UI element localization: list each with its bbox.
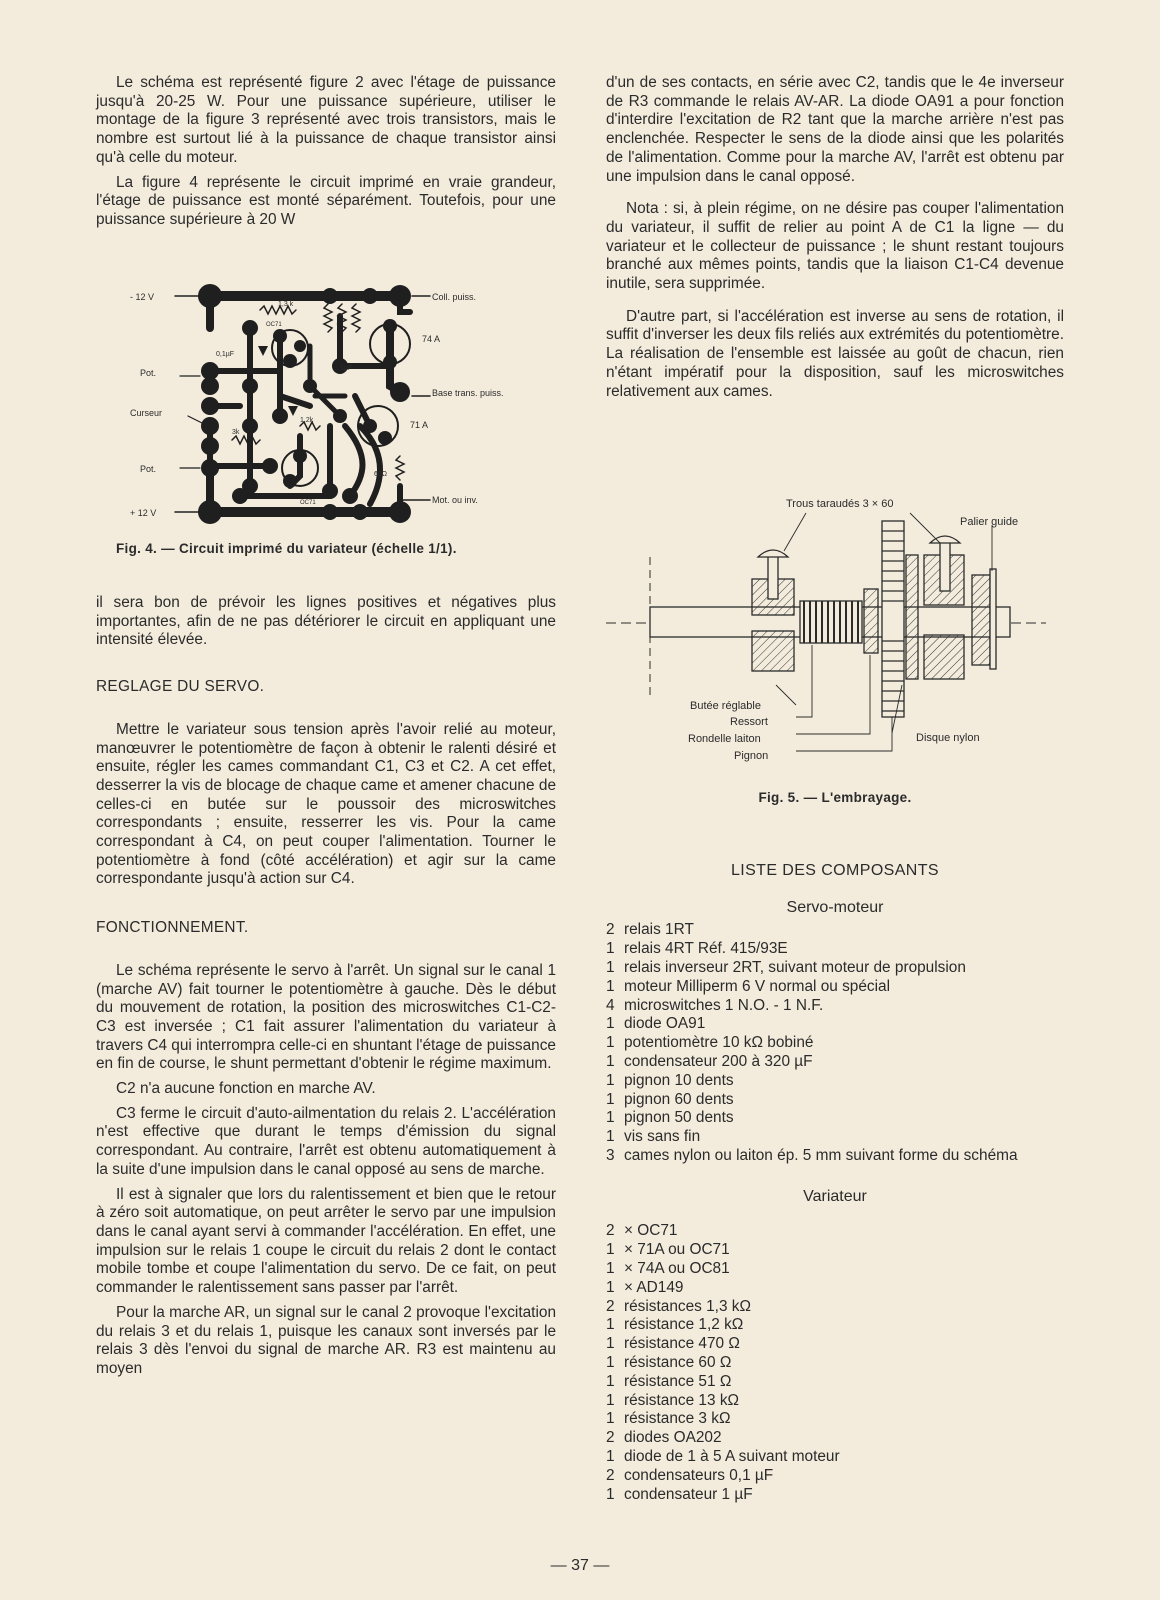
label-74a: 74 A xyxy=(422,334,441,344)
item-quantity: 2 xyxy=(606,1466,615,1484)
paragraph: D'autre part, si l'accélération est inverse au sens de rotation, il suffit d'inverser les deux fils reliés aux extrémités du potentiomètre. La réalisation de l'ensemble est laissée au goût de chacun, rien n'étant impératif pour la disposition, sauf les microswitches relativement aux cames. xyxy=(606,307,1064,400)
list-item xyxy=(606,997,1064,1016)
item-quantity: 1 xyxy=(606,1071,615,1089)
servo-subtitle: Servo-moteur xyxy=(786,898,884,916)
label-butee-reglable: Butée réglable xyxy=(690,700,761,712)
item-description: × AD149 xyxy=(624,1278,684,1296)
left-body-text xyxy=(96,594,556,1385)
item-description: microswitches 1 N.O. - 1 N.F. xyxy=(624,996,824,1014)
variateur-subtitle: Variateur xyxy=(803,1187,867,1205)
list-item xyxy=(606,1373,1064,1392)
list-item xyxy=(606,1091,1064,1110)
item-quantity: 1 xyxy=(606,959,615,976)
fig5-clutch-diagram xyxy=(606,495,1066,775)
section-heading-fonctionnement: FONCTIONNEMENT. xyxy=(96,919,249,937)
list-item xyxy=(606,921,1064,940)
servo-component-list xyxy=(606,921,1064,1165)
list-item xyxy=(606,1260,1064,1279)
section-heading-reglage: REGLAGE DU SERVO. xyxy=(96,678,265,696)
components-title: LISTE DES COMPOSANTS xyxy=(730,862,940,879)
list-item xyxy=(606,1072,1064,1091)
item-description: résistance 1,2 kΩ xyxy=(624,1316,744,1334)
page-number: — 37 — xyxy=(550,1557,610,1574)
label-curseur: Curseur xyxy=(130,408,163,418)
item-quantity: 1 xyxy=(606,977,615,995)
item-quantity: 3 xyxy=(606,1146,615,1164)
item-quantity: 1 xyxy=(606,1241,615,1259)
item-quantity: 1 xyxy=(606,1448,615,1466)
label-coll-puiss: Coll. puiss. xyxy=(432,292,477,302)
item-quantity: 1 xyxy=(606,1391,615,1409)
paragraph: il sera bon de prévoir les lignes positives et négatives plus importantes, afin de ne pas détériorer le circuit en appliquant une intensité élevée. xyxy=(96,594,556,649)
item-description: résistance 51 Ω xyxy=(624,1372,732,1390)
item-description: condensateur 200 à 320 µF xyxy=(624,1052,813,1070)
item-description: pignon 60 dents xyxy=(624,1090,734,1108)
item-description: diodes OA202 xyxy=(624,1429,722,1447)
paragraph: Mettre le variateur sous tension après l'avoir relié au moteur, manœuvrer le potentiomètre de façon à obtenir le ralenti désiré et ensuite, régler les cames commandant C1, C3 et C2. A cet effet, desserrer la vis de blocage de chaque came et amener chacune de celles-ci en butée sur le poussoir des microswitches correspondants ; ensuite, resserrer les vis. Pour la came correspondant à C4, on peut couper l'alimentation. Tourner le potentiomètre à fond (côté accélération) et agir sur la came correspondante jusqu'à action sur C4. xyxy=(96,720,556,888)
item-description: résistances 1,3 kΩ xyxy=(624,1297,751,1315)
label-c01: 0,1µF xyxy=(216,351,235,358)
paragraph: Il est à signaler que lors du ralentissement et bien que le retour à zéro soit automatique, on peut arrêter le servo par une impulsion dans le canal ayant servi à commander l'accélération. En effet, une impulsion sur le relais 1 coupe le circuit du relais 2 dont le contact mobile tombe et coupe l'alimentation du servo. De ce fait, on peut commander le ralentissement sans passer par l'arrêt. xyxy=(96,1185,556,1297)
label-pignon: Pignon xyxy=(734,750,769,762)
list-item xyxy=(606,1467,1064,1486)
list-item xyxy=(606,1128,1064,1147)
list-item xyxy=(606,1448,1064,1467)
item-description: résistance 470 Ω xyxy=(624,1335,740,1353)
list-item xyxy=(606,1034,1064,1053)
item-description: relais 1RT xyxy=(624,921,694,939)
item-description: relais inverseur 2RT, suivant moteur de propulsion xyxy=(624,959,966,976)
item-quantity: 4 xyxy=(606,996,615,1014)
item-quantity: 1 xyxy=(606,1372,615,1390)
item-quantity: 1 xyxy=(606,1034,615,1052)
component-list xyxy=(606,862,1064,1504)
item-quantity: 1 xyxy=(606,1090,615,1108)
list-item xyxy=(606,1298,1064,1317)
label-pot-top: Pot. xyxy=(140,368,157,378)
label-plus12: + 12 V xyxy=(130,508,157,518)
label-palier-guide: Palier guide xyxy=(960,516,1019,528)
label-base-trans: Base trans. puiss. xyxy=(432,388,504,398)
list-item xyxy=(606,940,1064,959)
list-item xyxy=(606,1053,1064,1072)
paragraph: Pour la marche AR, un signal sur le canal 2 provoque l'excitation du relais 3 et du relais 1, puisque les canaux sont inversés par le relais 3 dès l'envoi du signal de marche AR. R3 est maintenu au moyen xyxy=(96,1303,556,1377)
item-quantity: 1 xyxy=(606,1260,615,1278)
list-item xyxy=(606,1335,1064,1354)
item-quantity: 1 xyxy=(606,1128,615,1146)
label-oc71-top: OC71 xyxy=(266,322,282,328)
item-description: pignon 10 dents xyxy=(624,1071,734,1089)
list-item xyxy=(606,1279,1064,1298)
item-description: diode de 1 à 5 A suivant moteur xyxy=(624,1448,840,1466)
right-intro-text xyxy=(606,74,1064,407)
item-description: relais 4RT Réf. 415/93E xyxy=(624,940,788,958)
fig4-circuit-diagram xyxy=(100,276,540,532)
paragraph: La figure 4 représente le circuit imprimé en vraie grandeur, l'étage de puissance est monté séparément. Toutefois, pour une puissance supérieure à 20 W xyxy=(96,173,556,228)
paragraph: d'un de ses contacts, en série avec C2, tandis que le 4e inverseur de R3 commande le relais AV-AR. La diode OA91 a pour fonction d'interdire l'excitation de R2 tant que la marche arrière n'est pas enclenchée. Respecter le sens de la diode ainsi que les polarités de l'alimentation. Comme pour la marche AV, l'arrêt est obtenu par une impulsion dans le canal opposé. xyxy=(606,74,1064,185)
item-description: condensateurs 0,1 µF xyxy=(624,1466,774,1484)
fig4-caption: Fig. 4. — Circuit imprimé du variateur (échelle 1/1). xyxy=(116,541,457,556)
item-description: résistance 60 Ω xyxy=(624,1354,732,1372)
label-rondelle-laiton: Rondelle laiton xyxy=(688,733,761,745)
label-71a: 71 A xyxy=(410,420,429,430)
label-trous-taraudes: Trous taraudés 3 × 60 xyxy=(786,498,894,510)
variateur-component-list xyxy=(606,1222,1064,1504)
item-description: vis sans fin xyxy=(624,1128,701,1146)
paragraph: Nota : si, à plein régime, on ne désire pas couper l'alimentation du variateur, il suffit de relier au point A de C1 la ligne — du variateur et le collecteur de puissance ; le shunt restant toujours branché aux mêmes points, tandis que la liaison C1-C4 devenue inutile, sera supprimée. xyxy=(606,200,1064,293)
item-quantity: 1 xyxy=(606,1410,615,1428)
list-item xyxy=(606,1015,1064,1034)
left-intro-text xyxy=(96,74,556,236)
item-quantity: 1 xyxy=(606,1354,615,1372)
item-quantity: 1 xyxy=(606,1278,615,1296)
item-quantity: 1 xyxy=(606,1015,615,1033)
list-item xyxy=(606,1392,1064,1411)
label-ressort: Ressort xyxy=(730,716,768,728)
item-quantity: 2 xyxy=(606,1297,615,1315)
list-item xyxy=(606,1241,1064,1260)
label-disque-nylon: Disque nylon xyxy=(916,732,980,744)
item-quantity: 2 xyxy=(606,1429,615,1447)
list-item xyxy=(606,1147,1064,1166)
label-r3k: 3k xyxy=(232,429,240,436)
list-item xyxy=(606,1222,1064,1241)
list-item xyxy=(606,1410,1064,1429)
item-quantity: 2 xyxy=(606,921,615,939)
label-c1u: 1µF xyxy=(340,365,353,372)
item-quantity: 1 xyxy=(606,1052,615,1070)
item-description: diode OA91 xyxy=(624,1015,706,1033)
paragraph: Le schéma est représenté figure 2 avec l'étage de puissance jusqu'à 20-25 W. Pour une puissance supérieure, utiliser le montage de la figure 3 représenté avec trois transistors, mais le nombre est surtout lié à la puissance de chaque transistor ainsi qu'à celle du moteur. xyxy=(96,74,556,166)
label-r60: 60Ω xyxy=(374,471,388,478)
item-quantity: 1 xyxy=(606,1109,615,1127)
label-oc71-bottom: OC71 xyxy=(300,500,316,506)
item-description: cames nylon ou laiton ép. 5 mm suivant forme du schéma xyxy=(624,1146,1018,1164)
fig5-caption: Fig. 5. — L'embrayage. xyxy=(758,790,912,805)
item-description: pignon 50 dents xyxy=(624,1109,734,1127)
list-item xyxy=(606,1486,1064,1505)
label-mot-inv: Mot. ou inv. xyxy=(432,495,478,505)
label-pot-bottom: Pot. xyxy=(140,464,157,474)
label-minus12: - 12 V xyxy=(130,292,155,302)
item-quantity: 1 xyxy=(606,1485,615,1503)
paragraph: C3 ferme le circuit d'auto-ailmentation du relais 2. L'accélération n'est effective que durant le temps d'émission du signal correspondant. Au contraire, l'arrêt est obtenu automatiquement à la suite d'une impulsion dans le canal opposé au sens de marche. xyxy=(96,1104,556,1178)
item-description: × OC71 xyxy=(624,1222,678,1240)
list-item xyxy=(606,1429,1064,1448)
label-r12k: 1,2k xyxy=(300,417,314,424)
item-description: moteur Milliperm 6 V normal ou spécial xyxy=(624,977,891,995)
label-r13k: 1,3 k xyxy=(278,301,294,308)
item-description: potentiomètre 10 kΩ bobiné xyxy=(624,1034,814,1052)
list-item xyxy=(606,1354,1064,1373)
item-description: condensateur 1 µF xyxy=(624,1485,753,1503)
item-quantity: 1 xyxy=(606,1335,615,1353)
item-quantity: 1 xyxy=(606,940,615,958)
paragraph: C2 n'a aucune fonction en marche AV. xyxy=(116,1080,376,1098)
item-description: résistance 3 kΩ xyxy=(624,1410,731,1428)
item-description: × 74A ou OC81 xyxy=(624,1260,730,1278)
item-quantity: 1 xyxy=(606,1316,615,1334)
item-description: résistance 13 kΩ xyxy=(624,1391,740,1409)
list-item xyxy=(606,1316,1064,1335)
item-description: × 71A ou OC71 xyxy=(624,1241,730,1259)
list-item xyxy=(606,959,1064,978)
item-quantity: 2 xyxy=(606,1222,615,1240)
paragraph: Le schéma représente le servo à l'arrêt. Un signal sur le canal 1 (marche AV) fait tourner le potentiomètre à gauche. Dès le début du mouvement de rotation, la position des microswitches C1-C2-C3 est inversée ; C1 fait assurer l'alimentation du variateur à travers C4 qui interrompra celle-ci en shuntant l'étage de puissance en fin de course, le shunt permettant d'obtenir le régime maximum. xyxy=(96,961,556,1073)
list-item xyxy=(606,978,1064,997)
list-item xyxy=(606,1109,1064,1128)
